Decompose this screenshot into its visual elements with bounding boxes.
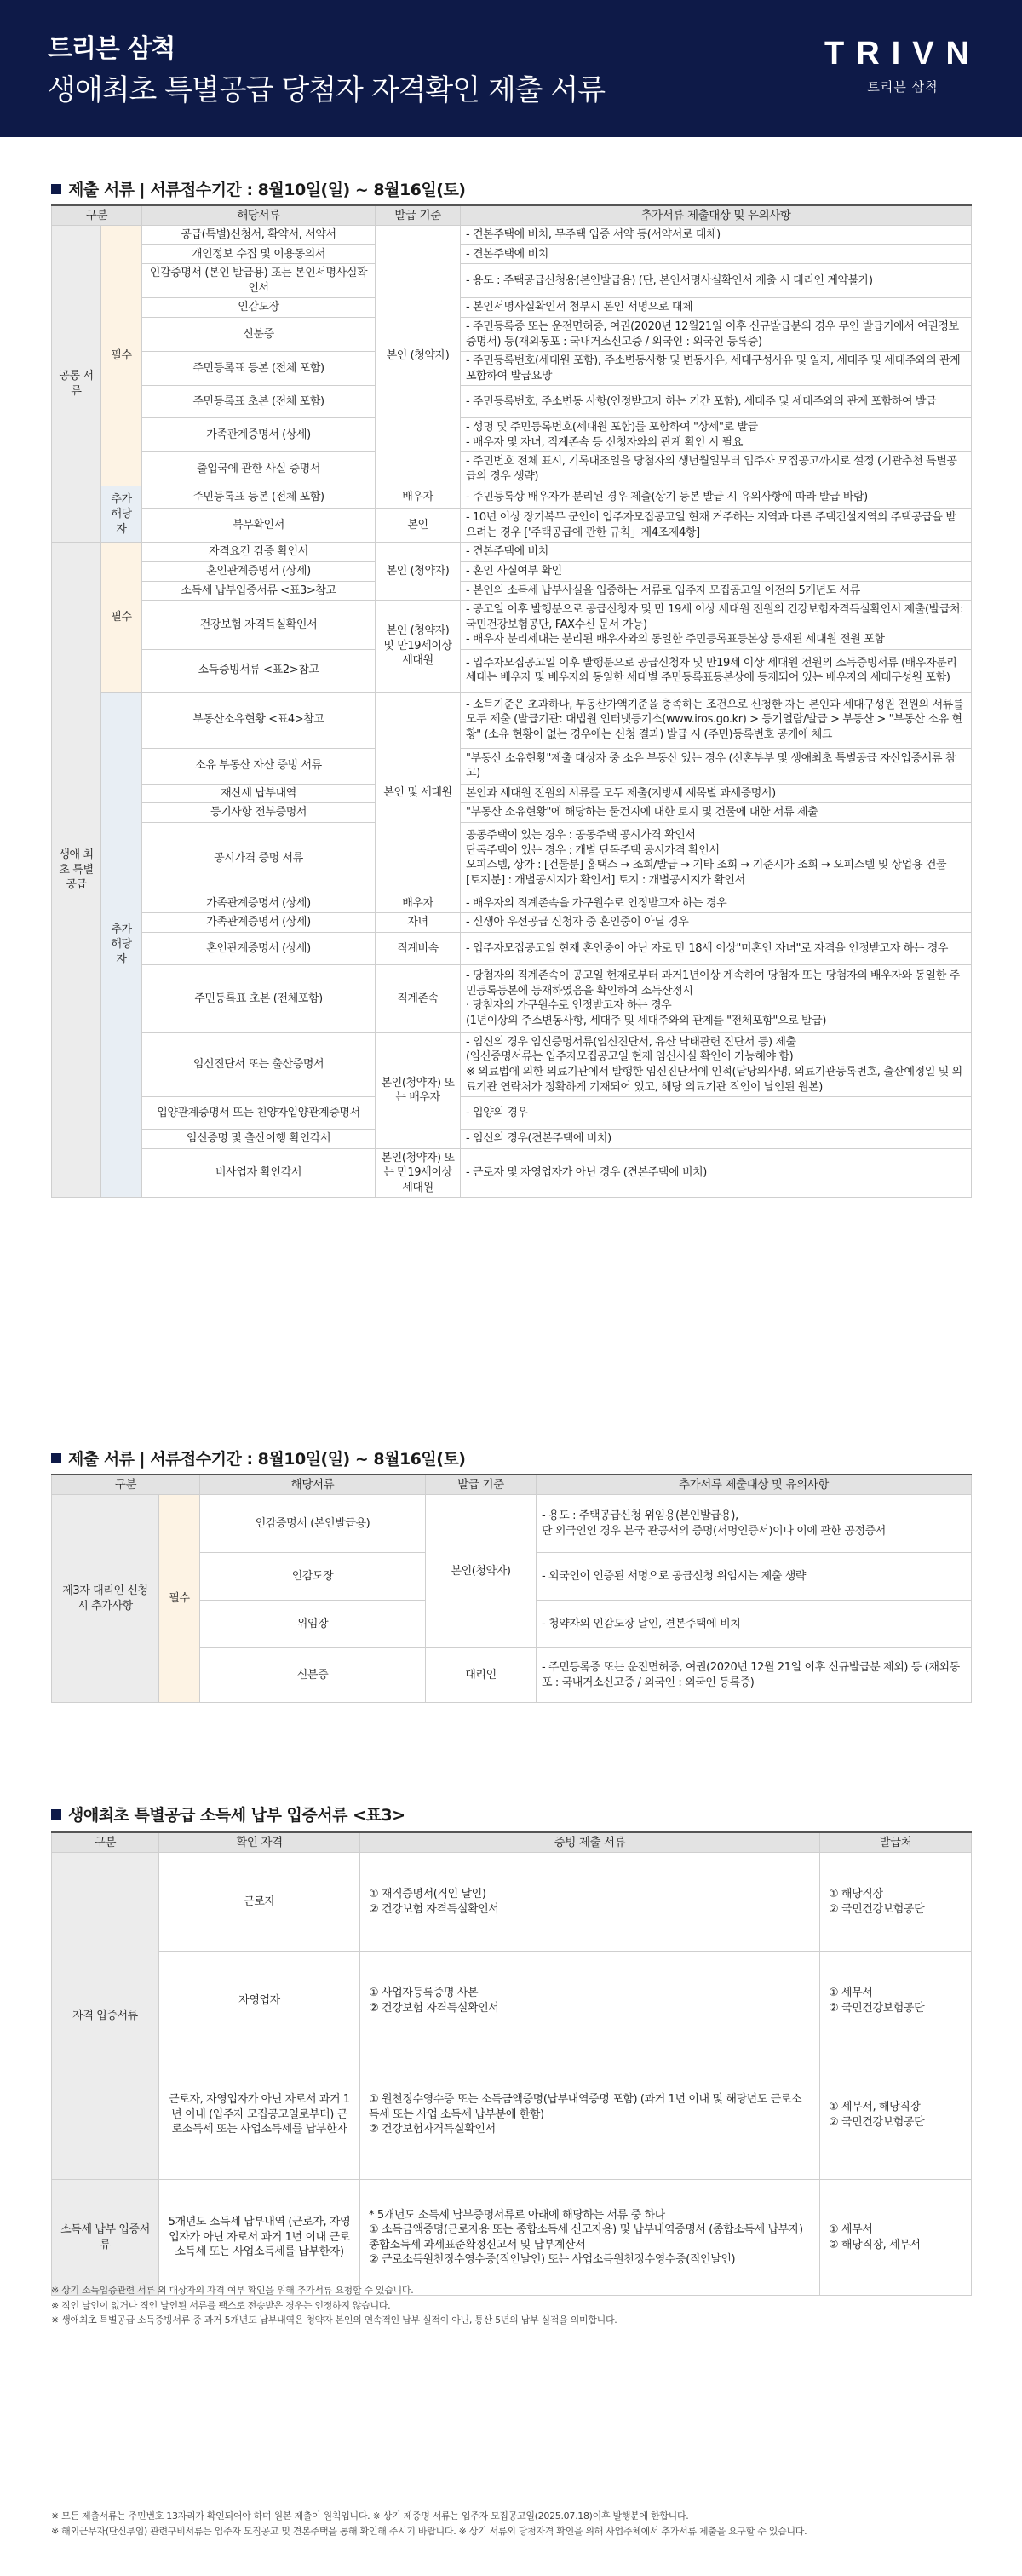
- note: ※ 직인 날인이 없거나 직인 날인된 서류를 팩스로 전송받은 경우는 인정하지 않습니다.: [51, 2299, 391, 2311]
- doc-note: - 주민등록증 또는 운전면허증, 여권(2020년 12월 21일 이후 신규발급분 제외) 등 (재외동포 : 국내거소신고증 / 외국인 : 외국인 등록증): [537, 1648, 972, 1703]
- doc-note: - 입양의 경우: [461, 1097, 972, 1130]
- doc-name: 신분증: [200, 1648, 426, 1703]
- issue-standard: 본인(청약자) 또는 배우자: [376, 1032, 461, 1148]
- doc-name: 공시가격 증명 서류: [142, 822, 376, 894]
- table-row: [52, 543, 972, 562]
- issue-standard: 배우자: [376, 486, 461, 509]
- table-row: [52, 822, 972, 894]
- table-row: [52, 894, 972, 913]
- doc-note: - 용도 : 주택공급신청용(본인발급용) (단, 본인서명사실확인서 제출 시 대리인 계약불가): [461, 264, 972, 298]
- issue-standard: 본인 (청약자): [376, 543, 461, 601]
- logo-subtext: 트리븐 삼척: [867, 79, 939, 95]
- proof-docs: ① 사업자등록증명 사본 ② 건강보험 자격득실확인서: [360, 1952, 820, 2050]
- doc-name: 복무확인서: [142, 509, 376, 543]
- doc-name: 주민등록표 등본 (전체 포함): [142, 352, 376, 386]
- table-row: [52, 1130, 972, 1149]
- table-row: [52, 1495, 972, 1553]
- issue-standard: 본인(청약자): [426, 1495, 537, 1648]
- doc-note: - 견본주택에 비치: [461, 543, 972, 562]
- logo-text: TRIVN: [824, 36, 981, 72]
- doc-note: - 성명 및 주민등록번호(세대원 포함)를 포함하여 "상세"로 발급 - 배우자 및 자녀, 직계존속 등 신청자와의 관계 확인 시 필요: [461, 418, 972, 452]
- doc-name: 건강보험 자격득실확인서: [142, 601, 376, 650]
- doc-name: 임신증명 및 출산이행 확인각서: [142, 1130, 376, 1149]
- group-label: 생애 최초 특별 공급: [52, 543, 101, 1198]
- table-row: [52, 509, 972, 543]
- doc-name: 인감증명서 (본인발급용): [200, 1495, 426, 1553]
- doc-name: 신분증: [142, 317, 376, 351]
- issue-standard: 본인: [376, 509, 461, 543]
- subgroup-label: 필수: [159, 1495, 200, 1703]
- proof-docs: ① 재직증명서(직인 날인) ② 건강보험 자격득실확인서: [360, 1853, 820, 1952]
- doc-name: 임신진단서 또는 출산증명서: [142, 1032, 376, 1096]
- doc-note: - 외국인이 인증된 서명으로 공급신청 위임시는 제출 생략: [537, 1553, 972, 1601]
- col-header: 해당서류: [200, 1475, 426, 1495]
- section-title-1: 제출 서류 | 서류접수기간 : 8월10일(일) ~ 8월16일(토): [51, 177, 465, 200]
- issue-standard: 배우자: [376, 894, 461, 913]
- table-row: [52, 1952, 972, 2050]
- proof-docs: ① 원천징수영수증 또는 소득금액증명(납부내역증명 포함) (과거 1년 이내 및 해당년도 근로소득세 또는 사업 소득세 납부분에 한함) ② 건강보험자격득실확인서: [360, 2050, 820, 2180]
- table-row: [52, 601, 972, 650]
- table-row: [52, 226, 972, 245]
- doc-name: 위임장: [200, 1601, 426, 1648]
- issuer: ① 세무서 ② 국민건강보험공단: [820, 1952, 972, 2050]
- documents-table: [51, 204, 972, 1198]
- proxy-documents-table: [51, 1474, 972, 1703]
- doc-note: - 견본주택에 비치, 무주택 입증 서약 등(서약서로 대체): [461, 226, 972, 245]
- bullet-square-icon: [51, 184, 61, 194]
- doc-note: "부동산 소유현황"에 해당하는 물건지에 대한 토지 및 건물에 대한 서류 제출: [461, 803, 972, 823]
- doc-name: 가족관계증명서 (상세): [142, 418, 376, 452]
- doc-name: 인감증명서 (본인 발급용) 또는 본인서명사실확인서: [142, 264, 376, 298]
- doc-note: - 주민등록번호(세대원 포함), 주소변동사항 및 변동사유, 세대구성사유 및 일자, 세대주 및 세대주와의 관계 포함하여 발급요망: [461, 352, 972, 386]
- note: ※ 모든 제출서류는 주민번호 13자리가 확인되어야 하며 원본 제출이 원칙입니다. ※ 상기 제증명 서류는 입주자 모집공고일(2025.07.18)이후 발행분에 한합니다.: [51, 2510, 689, 2521]
- subgroup-label: 추가 해당자: [101, 486, 142, 543]
- doc-name: 소득증빙서류 <표2>참고: [142, 649, 376, 692]
- doc-note: - 공고일 이후 발행분으로 공급신청자 및 만 19세 이상 세대원 전원의 건강보험자격득실확인서 제출(발급처:국민건강보험공단, FAX수신 문서 가능) - 배우자 분리세대는 분리된 배우자와의 동일한 주민등록표등본상 등재된 세대원 전원 포함: [461, 601, 972, 650]
- table-row: [52, 803, 972, 823]
- table-row: [52, 932, 972, 964]
- doc-name: 인감도장: [200, 1553, 426, 1601]
- doc-note: - 임신의 경우 임신증명서류(임신진단서, 유산 낙태관련 진단서 등) 제출 (임신증명서류는 입주자모집공고일 현재 임신사실 확인이 가능해야 함) ※ 의료법에 의한 의료기관에서 발행한 임신진단서에 인적(담당의사명, 의료기관등록번호, 출산예정일 및 의료기관 연락처가 정확하게 기재되어 있고, 해당 의료기관 직인이 날인된 원본): [461, 1032, 972, 1096]
- table-row: [52, 298, 972, 318]
- doc-name: 주민등록표 등본 (전체 포함): [142, 486, 376, 509]
- qualification: 자영업자: [159, 1952, 360, 2050]
- doc-note: - 본인의 소득세 납부사실을 입증하는 서류로 입주자 모집공고일 이전의 5개년도 서류: [461, 581, 972, 601]
- header-title: 트리븐 삼척: [48, 34, 175, 64]
- note: ※ 상기 소득입증관련 서류 외 대상자의 자격 여부 확인을 위해 추가서류 요청할 수 있습니다.: [51, 2285, 414, 2296]
- col-header: 확인 자격: [159, 1832, 360, 1853]
- doc-note: - 청약자의 인감도장 날인, 견본주택에 비치: [537, 1601, 972, 1648]
- table-row: [52, 1032, 972, 1096]
- doc-note: - 주민등록상 배우자가 분리된 경우 제출(상기 등본 발급 시 유의사항에 따라 발급 바람): [461, 486, 972, 509]
- col-header: 해당서류: [142, 205, 376, 226]
- doc-name: 가족관계증명서 (상세): [142, 894, 376, 913]
- group-label: 소득세 납부 입증서류: [52, 2180, 159, 2296]
- footnotes-2: [51, 2509, 807, 2539]
- issue-standard: 대리인: [426, 1648, 537, 1703]
- qualification: 근로자, 자영업자가 아닌 자로서 과거 1년 이내 (입주자 모집공고일로부터) 근로소득세 또는 사업소득세를 납부한자: [159, 2050, 360, 2180]
- subgroup-label: 추가 해당자: [101, 692, 142, 1198]
- doc-name: 재산세 납부내역: [142, 784, 376, 803]
- doc-name: 공급(특별)신청서, 확약서, 서약서: [142, 226, 376, 245]
- doc-name: 소유 부동산 자산 증빙 서류: [142, 748, 376, 784]
- col-header: 구분: [52, 1832, 159, 1853]
- doc-name: 가족관계증명서 (상세): [142, 913, 376, 933]
- table-row: [52, 2050, 972, 2180]
- issue-standard: 본인 (청약자): [376, 226, 461, 486]
- doc-name: 자격요건 검증 확인서: [142, 543, 376, 562]
- doc-note: - 견본주택에 비치: [461, 244, 972, 264]
- doc-note: - 소득기준은 초과하나, 부동산가액기준을 충족하는 조건으로 신청한 자는 본인과 세대구성원 전원의 서류를 모두 제출 (발급기관: 대법원 인터넷등기소(www.iros.go.kr) > 등기열람/발급 > 부동산 > "부동산 소유 현황" (소유 현황이 없는 경우에는 신청 결과) 발급 시 (주민)등록번호 공개에 체크: [461, 692, 972, 748]
- section-title-2: 제출 서류 | 서류접수기간 : 8월10일(일) ~ 8월16일(토): [51, 1446, 465, 1469]
- col-header: 증빙 제출 서류: [360, 1832, 820, 1853]
- bullet-square-icon: [51, 1809, 61, 1820]
- issuer: ① 해당직장 ② 국민건강보험공단: [820, 1853, 972, 1952]
- doc-name: 혼인관계증명서 (상세): [142, 932, 376, 964]
- subgroup-label: 필수: [101, 543, 142, 692]
- doc-note: 본인과 세대원 전원의 서류를 모두 제출(지방세 세목별 과세증명서): [461, 784, 972, 803]
- qualification: 근로자: [159, 1853, 360, 1952]
- table-row: [52, 1853, 972, 1952]
- doc-note: - 임신의 경우(견본주택에 비치): [461, 1130, 972, 1149]
- group-label: 제3자 대리인 신청 시 추가사항: [52, 1495, 159, 1703]
- table-row: [52, 649, 972, 692]
- group-label: 자격 입증서류: [52, 1853, 159, 2180]
- table-row: [52, 418, 972, 452]
- issuer: ① 세무서 ② 해당직장, 세무서: [820, 2180, 972, 2296]
- issuer: ① 세무서, 해당직장 ② 국민건강보험공단: [820, 2050, 972, 2180]
- table-row: [52, 1148, 972, 1198]
- doc-note: - 입주자모집공고일 현재 혼인중이 아닌 자로 만 18세 이상"미혼인 자녀"로 자격을 인정받고자 하는 경우: [461, 932, 972, 964]
- brand-logo: [818, 36, 988, 95]
- doc-name: 부동산소유현황 <표4>참고: [142, 692, 376, 748]
- proof-docs: * 5개년도 소득세 납부증명서류로 아래에 해당하는 서류 중 하나 ① 소득금액증명(근로자용 또는 종합소득세 신고자용) 및 납부내역증명서 (종합소득세 납부자) 종합소득세 과세표준확정신고서 및 납부계산서 ② 근로소득원천징수영수증(직인날인) 또는 사업소득원천징수영수증(직인날인): [360, 2180, 820, 2296]
- doc-note: "부동산 소유현황"제출 대상자 중 소유 부동산 있는 경우 (신혼부부 및 생애최초 특별공급 자산입증서류 참고): [461, 748, 972, 784]
- doc-note: - 당첨자의 직계존속이 공고일 현재로부터 과거1년이상 계속하여 당첨자 또는 당첨자의 배우자와 동일한 주민등록등본에 등재하였음을 확인하여 소득산정시 · 당첨자의 가구원수로 인정받고자 하는 경우 (1년이상의 주소변동사항, 세대주 및 세대주와의 관계를 "전체포함"으로 발급): [461, 964, 972, 1032]
- col-header: 구분: [52, 1475, 200, 1495]
- doc-name: 인감도장: [142, 298, 376, 318]
- doc-note: - 배우자의 직계존속을 가구원수로 인정받고자 하는 경우: [461, 894, 972, 913]
- table-row: [52, 913, 972, 933]
- col-header: 발급처: [820, 1832, 972, 1853]
- doc-note: - 주민번호 전체 표시, 기록대조일을 당첨자의 생년월일부터 입주자 모집공고까지로 설정 (기관추천 특별공급의 경우 생략): [461, 452, 972, 486]
- doc-note: - 용도 : 주택공급신청 위임용(본인발급용), 단 외국인인 경우 본국 관공서의 증명(서명인증서)이나 이에 관한 공정증서: [537, 1495, 972, 1553]
- doc-note: - 본인서명사실확인서 첨부시 본인 서명으로 대체: [461, 298, 972, 318]
- doc-note: - 주민등록증 또는 운전면허증, 여권(2020년 12월21일 이후 신규발급분의 경우 무인 발급기에서 여권정보증명서) 등(재외동포 : 국내거소신고증 / 외국인 : 외국인 등록증): [461, 317, 972, 351]
- table-row: [52, 2180, 972, 2296]
- bullet-square-icon: [51, 1453, 61, 1463]
- note: ※ 생애최초 특별공급 소득증빙서류 중 과거 5개년도 납부내역은 청약자 본인의 연속적인 납부 실적이 아닌, 통산 5년의 납부 실적을 의미합니다.: [51, 2314, 617, 2326]
- footnotes-1: [51, 2283, 617, 2328]
- issue-standard: 본인 (청약자) 및 만19세이상 세대원: [376, 601, 461, 693]
- table-row: [52, 486, 972, 509]
- table-row: [52, 386, 972, 418]
- income-tax-table: [51, 1831, 972, 2296]
- doc-note: - 혼인 사실여부 확인: [461, 561, 972, 581]
- doc-note: - 10년 이상 장기복무 군인이 입주자모집공고일 현재 거주하는 지역과 다른 주택건설지역의 주택공급을 받으려는 경우 ['주택공급에 관한 규칙」제4조제4항]: [461, 509, 972, 543]
- doc-name: 출입국에 관한 사실 증명서: [142, 452, 376, 486]
- doc-note: - 입주자모집공고일 이후 발행분으로 공급신청자 및 만19세 이상 세대원 전원의 소득증빙서류 (배우자분리세대는 배우자 및 배우자와 동일한 세대별 주민등록표등본상에 등재되어 있는 배우자의 세대구성원 포함): [461, 649, 972, 692]
- doc-name: 개인정보 수집 및 이용동의서: [142, 244, 376, 264]
- col-header: 추가서류 제출대상 및 유의사항: [461, 205, 972, 226]
- subgroup-label: 필수: [101, 226, 142, 486]
- doc-name: 소득세 납부입증서류 <표3>참고: [142, 581, 376, 601]
- doc-note: - 근로자 및 자영업자가 아닌 경우 (견본주택에 비치): [461, 1148, 972, 1198]
- table-row: [52, 964, 972, 1032]
- doc-name: 주민등록표 초본 (전체포함): [142, 964, 376, 1032]
- doc-note: - 주민등록번호, 주소변동 사항(인정받고자 하는 기간 포함), 세대주 및 세대주와의 관계 포함하여 발급: [461, 386, 972, 418]
- doc-name: 입양관계증명서 또는 친양자입양관계증명서: [142, 1097, 376, 1130]
- col-header: 발급 기준: [376, 205, 461, 226]
- table-row: [52, 561, 972, 581]
- doc-note: - 신생아 우선공급 신청자 중 혼인중이 아닐 경우: [461, 913, 972, 933]
- issue-standard: 본인 및 세대원: [376, 692, 461, 894]
- col-header: 추가서류 제출대상 및 유의사항: [537, 1475, 972, 1495]
- doc-name: 비사업자 확인각서: [142, 1148, 376, 1198]
- group-label: 공통 서류: [52, 226, 101, 543]
- doc-name: 주민등록표 초본 (전체 포함): [142, 386, 376, 418]
- note: ※ 해외근무자(단신부임) 관련구비서류는 입주자 모집공고 및 견본주택을 통해 확인해 주시기 바랍니다. ※ 상기 서류외 당첨자격 확인을 위해 사업주체에서 추가서류 제출을 요구할 수 있습니다.: [51, 2525, 807, 2537]
- issue-standard: 직계비속: [376, 932, 461, 964]
- page-header: [0, 0, 1022, 137]
- table-row: [52, 317, 972, 351]
- issue-standard: 본인(청약자) 또는 만19세이상세대원: [376, 1148, 461, 1198]
- table-row: [52, 352, 972, 386]
- table-row: [52, 581, 972, 601]
- table-row: [52, 692, 972, 748]
- table-row: [52, 1097, 972, 1130]
- qualification: 5개년도 소득세 납부내역 (근로자, 자영업자가 아닌 자로서 과거 1년 이내 근로소득세 또는 사업소득세를 납부한자): [159, 2180, 360, 2296]
- doc-name: 등기사항 전부증명서: [142, 803, 376, 823]
- col-header: 발급 기준: [426, 1475, 537, 1495]
- section-title-3: 생애최초 특별공급 소득세 납부 입증서류 <표3>: [51, 1803, 405, 1826]
- doc-name: 혼인관계증명서 (상세): [142, 561, 376, 581]
- table-row: [52, 264, 972, 298]
- table-row: [52, 244, 972, 264]
- table-row: [52, 748, 972, 784]
- issue-standard: 자녀: [376, 913, 461, 933]
- header-subtitle: 생애최초 특별공급 당첨자 자격확인 제출 서류: [48, 73, 606, 107]
- issue-standard: 직계존속: [376, 964, 461, 1032]
- table-row: [52, 784, 972, 803]
- col-header: 구분: [52, 205, 142, 226]
- table-row: [52, 452, 972, 486]
- doc-note: 공동주택이 있는 경우 : 공동주택 공시가격 확인서 단독주택이 있는 경우 : 개별 단독주택 공시가격 확인서 오피스텔, 상가 : [건물분] 홈택스 → 조회/발급 → 기타 조회 → 기준시가 조회 → 오피스텔 및 상업용 건물 [토지분] : 개별공시지가 확인서] 토지 : 개별공시지가 확인서: [461, 822, 972, 894]
